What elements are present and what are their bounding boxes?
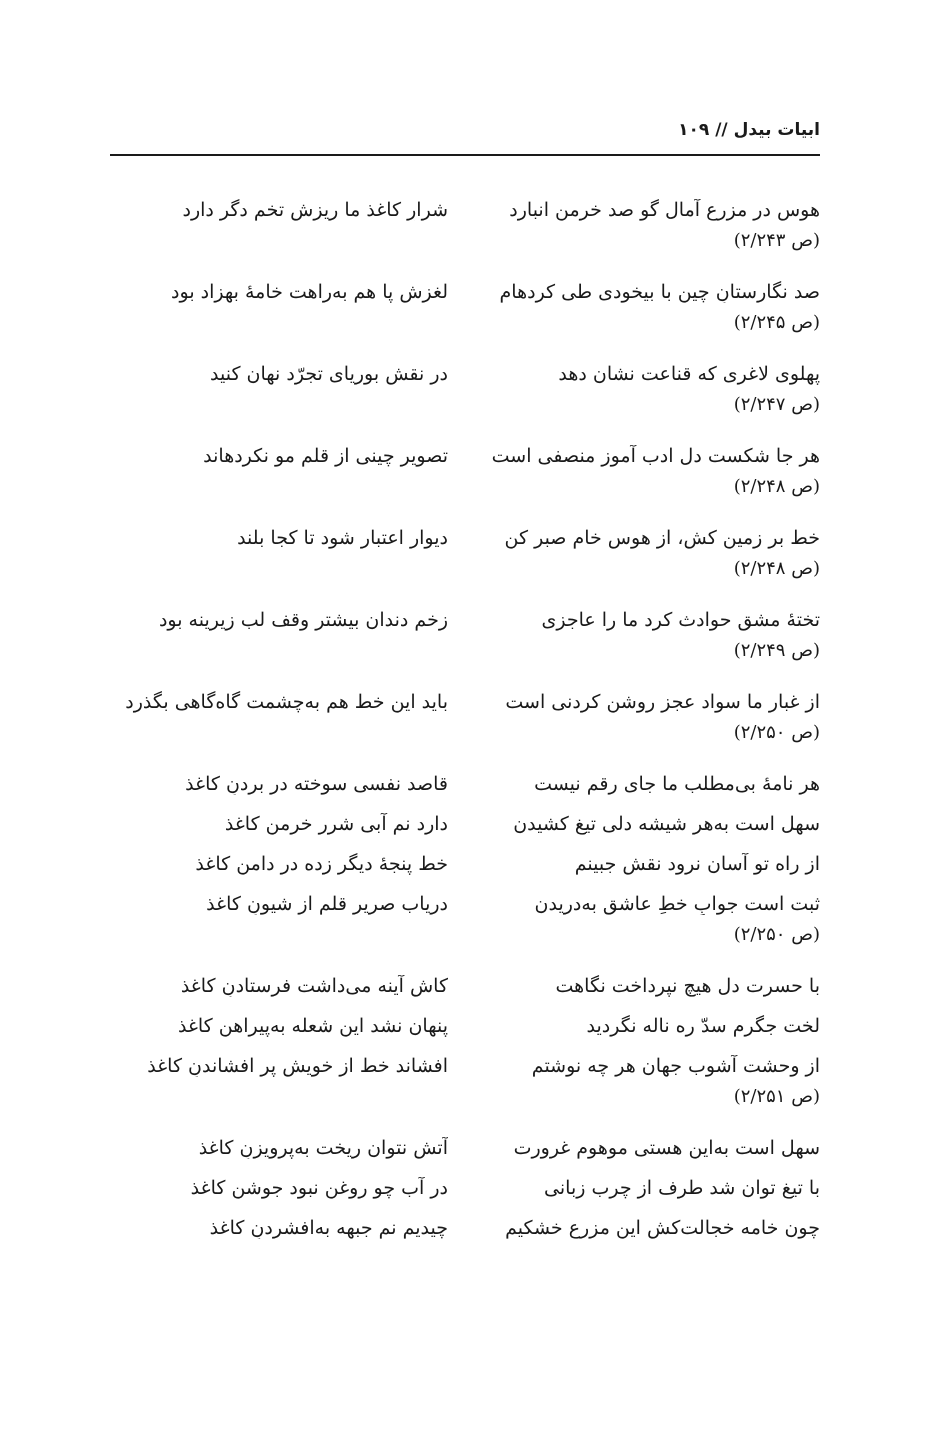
stanza [110, 518, 820, 594]
source-reference-row [110, 312, 820, 348]
hemistich-right: هوس در مزرع آمال گو صد خرمن انبارد [509, 199, 820, 221]
verse-line [110, 764, 820, 804]
stanza [110, 354, 820, 430]
hemistich-left: شرارِ کاغذ ما ریزش تخم دگر دارد [182, 199, 448, 221]
source-reference: (ص ۲/۲۴۸) [733, 558, 820, 579]
stanza [110, 600, 820, 676]
hemistich-right: با تیغ توان شد طرف از چرب زبانی [544, 1177, 820, 1199]
verse-line [110, 1006, 820, 1046]
hemistich-left: لغزش پا هم به‌راهت خامۀ بهزاد بود [171, 281, 448, 303]
hemistich-right: هر جا شکست دل ادب آموز منصفی است [491, 445, 820, 467]
hemistich-right: پهلوی لاغری که قناعت نشان دهد [558, 363, 820, 385]
hemistich-right: از وحشت آشوب جهان هر چه نوشتم [531, 1055, 820, 1077]
hemistich-right: از غبار ما سواد عجز روشن کردنی است [505, 691, 820, 713]
verse-line [110, 354, 820, 394]
hemistich-left: در نقشِ بوریای تجرّد نهان کنید [210, 363, 448, 385]
hemistich-left: خط پنجۀ دیگر زده در دامنِ کاغذ [195, 853, 448, 875]
hemistich-right: از راه تو آسان نرود نقشِ جبینم [574, 853, 820, 875]
verse-line [110, 436, 820, 476]
hemistich-left: پنهان نشد این شعله به‌پیراهنِ کاغذ [177, 1015, 448, 1037]
stanza [110, 966, 820, 1122]
hemistich-right: تختۀ مشقِ حوادث کرد ما را عاجزی [541, 609, 820, 631]
stanza [110, 1128, 820, 1248]
verse-line [110, 1128, 820, 1168]
source-reference: (ص ۲/۲۵۰) [733, 722, 820, 743]
hemistich-left: دریاب صریرِ قلم از شیونِ کاغذ [206, 893, 448, 915]
hemistich-right: خط بر زمین کش، از هوس خام صبر کن [504, 527, 820, 549]
hemistich-left: دیوار اعتبار شود تا کجا بلند [237, 527, 448, 549]
verse-line [110, 272, 820, 312]
hemistich-left: باید این خط هم به‌چشمت گاه‌گاهی بگذرد [125, 691, 448, 713]
verse-line [110, 884, 820, 924]
hemistich-left: قاصد نفسی سوخته در بردنِ کاغذ [185, 773, 448, 795]
hemistich-right: سهل است به‌هر شیشه دلی تیغ کشیدن [513, 813, 820, 835]
verse-line [110, 804, 820, 844]
header-separator: // [715, 120, 728, 140]
source-reference: (ص ۲/۲۵۰) [733, 924, 820, 945]
hemistich-left: زخم دندان بیشتر وقف لب زیرینه بود [158, 609, 448, 631]
hemistich-right: صد نگارستانِ چین با بیخودی طی کردهام [499, 281, 820, 303]
stanza [110, 682, 820, 758]
stanza [110, 436, 820, 512]
stanza [110, 190, 820, 266]
source-reference: (ص ۲/۲۵۱) [733, 1086, 820, 1107]
source-reference: (ص ۲/۲۴۹) [733, 640, 820, 661]
hemistich-left: کاش آینه می‌داشت فرستادنِ کاغذ [180, 975, 448, 997]
source-reference-row [110, 1086, 820, 1122]
hemistich-right: سهل است به‌این هستی موهوم غرورت [513, 1137, 820, 1159]
hemistich-left: دارد نم آبی شرر خرمنِ کاغذ [224, 813, 448, 835]
source-reference-row [110, 558, 820, 594]
hemistich-left: در آب چو روغن نبود جوشنِ کاغذ [190, 1177, 448, 1199]
hemistich-right: با حسرت دل هیچ نپرداخت نگاهت [555, 975, 820, 997]
verse-line [110, 190, 820, 230]
source-reference-row [110, 640, 820, 676]
hemistich-left: آتش نتوان ریخت به‌پرویزنِ کاغذ [198, 1137, 448, 1159]
source-reference-row [110, 924, 820, 960]
verse-line [110, 518, 820, 558]
source-reference-row [110, 394, 820, 430]
hemistich-right: لخت جگرم سدّ ره ناله نگردید [586, 1015, 820, 1037]
hemistich-left: چیدیم نم جبهه به‌افشردنِ کاغذ [209, 1217, 448, 1239]
verse-line [110, 600, 820, 640]
header-rule [110, 154, 820, 156]
verse-line [110, 1208, 820, 1248]
verse-line [110, 1168, 820, 1208]
stanza [110, 764, 820, 960]
verse-line [110, 1046, 820, 1086]
poem-body [110, 190, 820, 1248]
source-reference-row [110, 476, 820, 512]
source-reference-row [110, 230, 820, 266]
source-reference: (ص ۲/۲۴۳) [733, 230, 820, 251]
page-number: ۱۰۹ [678, 120, 710, 140]
hemistich-right: هر نامۀ بی‌مطلب ما جای رقم نیست [534, 773, 820, 795]
stanza [110, 272, 820, 348]
hemistich-right: ثبت است جوابِ خطِ عاشق به‌دریدن [534, 893, 820, 915]
verse-line [110, 682, 820, 722]
running-header [110, 120, 820, 152]
hemistich-right: چون خامه خجالت‌کش این مزرع خشکیم [505, 1217, 820, 1239]
source-reference-row [110, 722, 820, 758]
source-reference: (ص ۲/۲۴۵) [733, 312, 820, 333]
header-title: ابیات بیدل [733, 120, 820, 140]
source-reference: (ص ۲/۲۴۷) [733, 394, 820, 415]
hemistich-left: افشاند خط از خویش پر افشاندنِ کاغذ [147, 1055, 448, 1077]
verse-line [110, 966, 820, 1006]
source-reference: (ص ۲/۲۴۸) [733, 476, 820, 497]
verse-line [110, 844, 820, 884]
hemistich-left: تصویرِ چینی از قلمِ مو نکردهاند [203, 445, 448, 467]
